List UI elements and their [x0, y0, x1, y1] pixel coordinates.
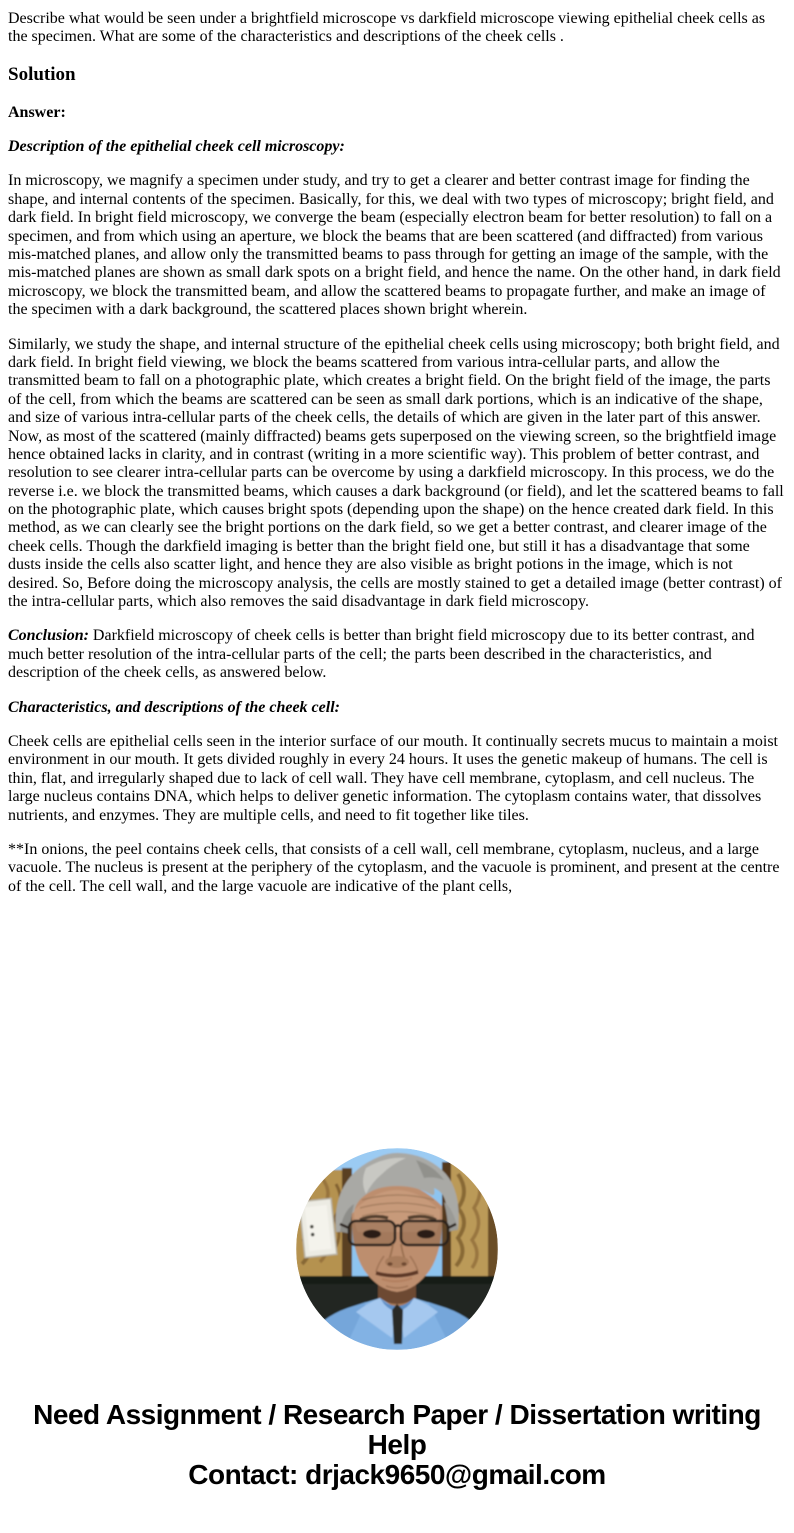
footer-contact-email: Contact: drjack9650@gmail.com	[188, 1459, 606, 1491]
solution-heading: Solution	[8, 63, 76, 85]
paragraph-microscopy-intro: In microscopy, we magnify a specimen under study, and try to get a clearer and better contrast image for finding the shape, and internal contents of the specimen. Basically, for this, we deal with two types of microscopy; bright field, and dark field. In bright field microscopy, we converge the beam (especially electron beam for better resolution) to fall on a specimen, and from which using an aperture, we block the beams that are been scattered (and diffracted) from various mis-matched planes, and allow only the transmitted beams to pass through for getting an image of the sample, with the mis-matched planes are shown as small dark spots on a bright field, and hence the name. On the other hand, in dark field microscopy, we block the transmitted beam, and allow the scattered beams to propagate further, and make an image of the specimen with a dark background, the scattered places shown bright wherein.	[8, 172, 781, 319]
description-heading: Description of the epithelial cheek cell microscopy:	[8, 138, 345, 156]
footer-banner	[8, 1400, 786, 1490]
tutor-avatar-photo	[296, 1148, 498, 1350]
conclusion-paragraph	[8, 627, 786, 682]
tutor-avatar-image	[296, 1148, 498, 1350]
paragraph-cheek-cell-microscopy: Similarly, we study the shape, and internal structure of the epithelial cheek cells using microscopy; both bright field, and dark field. In bright field viewing, we block the beams scattered from various intra-cellular parts, and allow the transmitted beam to fall on a photographic plate, which creates a bright field. On the bright field of the image, the parts of the cell, from which the beams are scattered can be seen as small dark portions, which is an indicative of the shape, and size of various intra-cellular parts of the cheek cells, the details of which are given in the later part of this answer. Now, as most of the scattered (mainly diffracted) beams gets superposed on the viewing screen, so the brightfield image hence obtained lacks in clarity, and in contrast (writing in a more scientific way). This problem of better contrast, and resolution to see clearer intra-cellular parts can be overcome by using a darkfield microscopy. In this process, we do the reverse i.e. we block the transmitted beams, which causes a dark background (or field), and let the scattered beams to fall on the photographic plate, which causes bright spots (depending upon the shape) on the hence created dark field. In this method, as we can clearly see the bright portions on the dark field, so we get a better contrast, and clearer image of the cheek cells. Though the darkfield imaging is better than the bright field one, but still it has a disadvantage that some dusts inside the cells also scatter light, and hence they are also visible as bright potions in the image, which is not desired. So, Before doing the microscopy analysis, the cells are mostly stained to get a detailed image (better contrast) of the intra-cellular parts, which also removes the said disadvantage in dark field microscopy.	[8, 335, 784, 611]
solution-document	[0, 10, 794, 1490]
conclusion-label: Conclusion:	[8, 627, 89, 645]
conclusion-text: Darkfield microscopy of cheek cells is better than bright field microscopy due to its better contrast, and much better resolution of the intra-cellular parts of the cell; the parts been described in the characteristics, and description of the cheek cells, as answered below.	[8, 627, 755, 682]
paragraph-characteristics: Cheek cells are epithelial cells seen in the interior surface of our mouth. It continually secrets mucus to maintain a moist environment in our mouth. It gets divided roughly in every 24 hours. It uses the genetic makeup of humans. The cell is thin, flat, and irregularly shaped due to lack of cell wall. They have cell membrane, cytoplasm, and cell nucleus. The large nucleus contains DNA, which helps to deliver genetic information. The cytoplasm contains water, that dissolves nutrients, and enzymes. They are multiple cells, and need to fit together like tiles.	[8, 733, 778, 824]
characteristics-heading: Characteristics, and descriptions of the cheek cell:	[8, 698, 340, 716]
question-text: Describe what would be seen under a brightfield microscope vs darkfield microscope viewing epithelial cheek cells as the specimen. What are some of the characteristics and descriptions of the cheek cells .	[8, 10, 766, 46]
footer-help-text: Need Assignment / Research Paper / Dissertation writing Help	[33, 1399, 761, 1461]
answer-label: Answer:	[8, 103, 66, 121]
paragraph-onion-note: **In onions, the peel contains cheek cells, that consists of a cell wall, cell membrane, cytoplasm, nucleus, and a large vacuole. The nucleus is present at the periphery of the cytoplasm, and the vacuole is prominent, and present at the centre of the cell. The cell wall, and the large vacuole are indicative of the plant cells,	[8, 840, 780, 895]
